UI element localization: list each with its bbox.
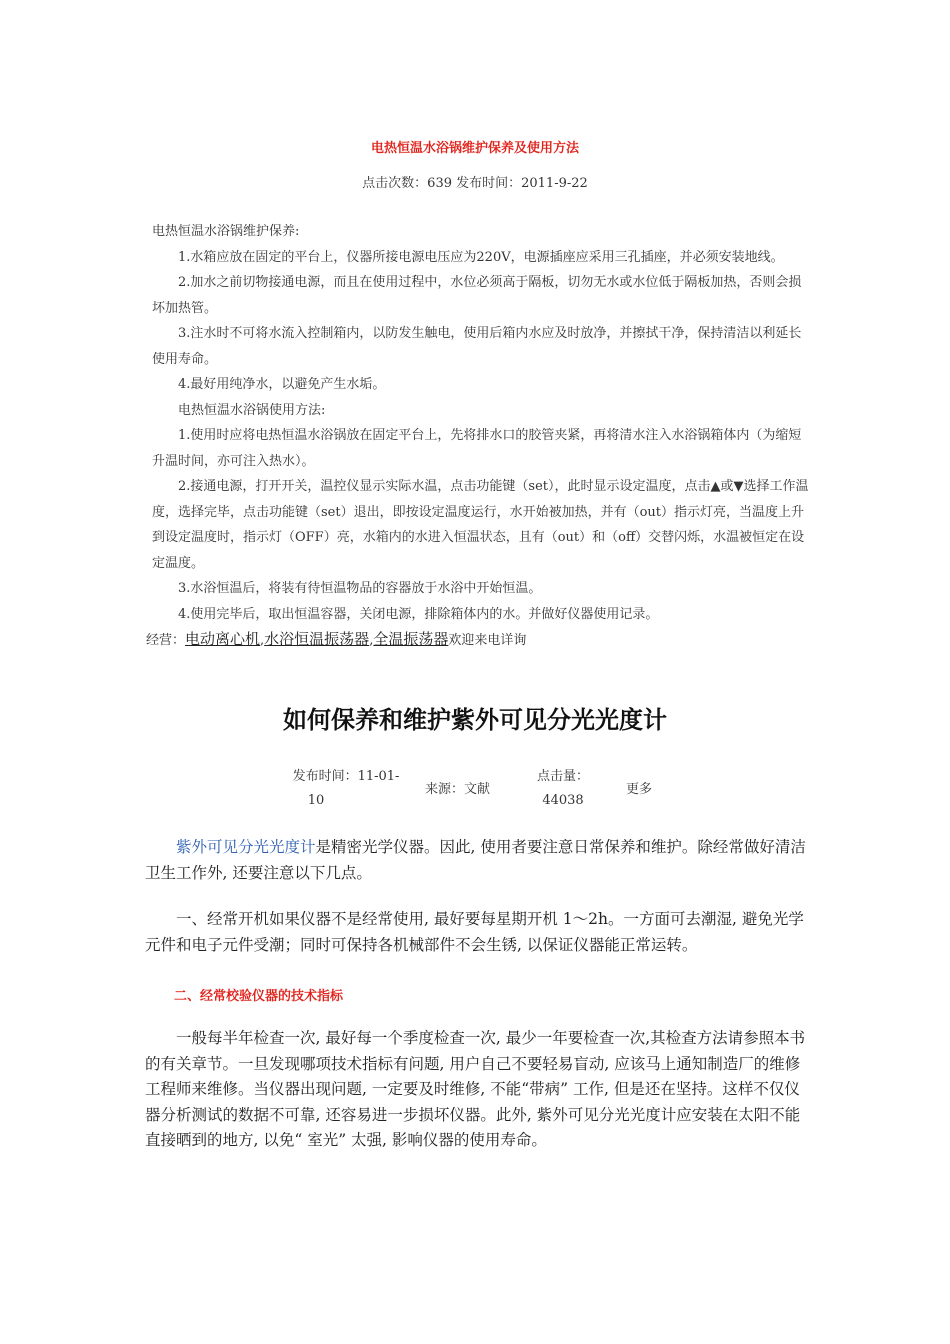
article2-intro: 紫外可见分光光度计是精密光学仪器。因此, 使用者要注意日常保养和维护。除经常做好清洁卫生工作外, 还要注意以下几点。 [145,838,806,882]
article1-body [146,219,812,654]
maintenance-item-2: 2.加水之前切物接通电源，而且在使用过程中，水位必须高于隔板，切勿无水或水位低于隔板加热，否则会损坏加热管。 [152,275,802,316]
business-suffix: 欢迎来电详询 [448,633,527,648]
usage-heading: 电热恒温水浴锅使用方法: [178,402,326,418]
link-centrifuge[interactable]: 电动离心机 [185,630,261,648]
link-full-temp-shaker[interactable]: 全温振荡器 [373,630,449,648]
usage-item-4: 4.使用完毕后，取出恒温容器，关闭电源，排除箱体内的水。并做好仪器使用记录。 [178,606,659,622]
article2-title: 如何保养和维护紫外可见分光光度计 [283,706,667,734]
article2-point2: 一般每半年检查一次, 最好每一个季度检查一次, 最少一年要检查一次,其检查方法请参照本书的有关章节。一旦发现哪项技术指标有问题, 用户自己不要轻易盲动, 应该马上通知制造厂的维修工程师来维修。当仪器出现问题, 一定要及时维修, 不能“带病” 工作, 但是还在坚持。这样不仅仪器分析测试的数据不可靠, 还容易进一步损坏仪器。此外, 紫外可见分光光度计应安装在太阳不能直接晒到的地方, 以免“ 室光” 太强, 影响仪器的使用寿命。 [145,1029,806,1149]
article2-source: 来源：文献 [425,782,491,797]
maintenance-item-3: 3.注水时不可将水流入控制箱内，以防发生触电，使用后箱内水应及时放净，并擦拭干净，保持清洁以利延长使用寿命。 [152,326,802,367]
article2-hits: 点击量： 44038 [536,769,589,808]
maintenance-item-4: 4.最好用纯净水，以避免产生水垢。 [178,377,386,392]
usage-item-2: 2.接通电源，打开开关，温控仪显示实际水温，点击功能键（set），此时显示设定温度，点击▲或▼选择工作温度，选择完毕，点击功能键（set）退出，即按设定温度运行，水开始被加热，并有（out）指示灯亮，当温度上升到设定温度时，指示灯（OFF）亮，水箱内的水进入恒温状态，且有（out）和（off）交替闪烁，水温被恒定在设定温度。 [152,479,809,571]
maintenance-heading: 电热恒温水浴锅维护保养: [152,224,300,239]
link-water-bath-shaker[interactable]: 水浴恒温振荡器 [264,630,370,648]
more-link[interactable]: 更多 [626,782,653,797]
business-prefix: 经营： [146,633,186,648]
usage-item-3: 3.水浴恒温后，将装有待恒温物品的容器放于水浴中开始恒温。 [178,581,542,596]
maintenance-item-1: 1.水箱应放在固定的平台上，仪器所接电源电压应为220V，电源插座应采用三孔插座，并必须安装地线。 [178,249,784,265]
spectrophotometer-link[interactable]: 紫外可见分光光度计 [176,838,316,856]
article2-point2-heading: 二、经常校验仪器的技术指标 [174,989,344,1004]
business-line: 经营：电动离心机,水浴恒温振荡器,全温振荡器欢迎来电详询 [146,630,527,648]
article1-meta: 点击次数：639 发布时间：2011-9-22 [362,176,588,191]
article2-date: 发布时间：11-01- 10 [292,769,400,808]
article2-point1: 一、经常开机如果仪器不是经常使用, 最好要每星期开机 1～2h。一方面可去潮湿, 避免光学元件和电子元件受潮；同时可保持各机械部件不会生锈, 以保证仪器能正常运转。 [145,910,804,954]
usage-item-1: 1.使用时应将电热恒温水浴锅放在固定平台上，先将排水口的胶管夹紧，再将清水注入水浴锅箱体内（为缩短升温时间，亦可注入热水）。 [152,428,802,469]
article1-title: 电热恒温水浴锅维护保养及使用方法 [370,141,579,156]
